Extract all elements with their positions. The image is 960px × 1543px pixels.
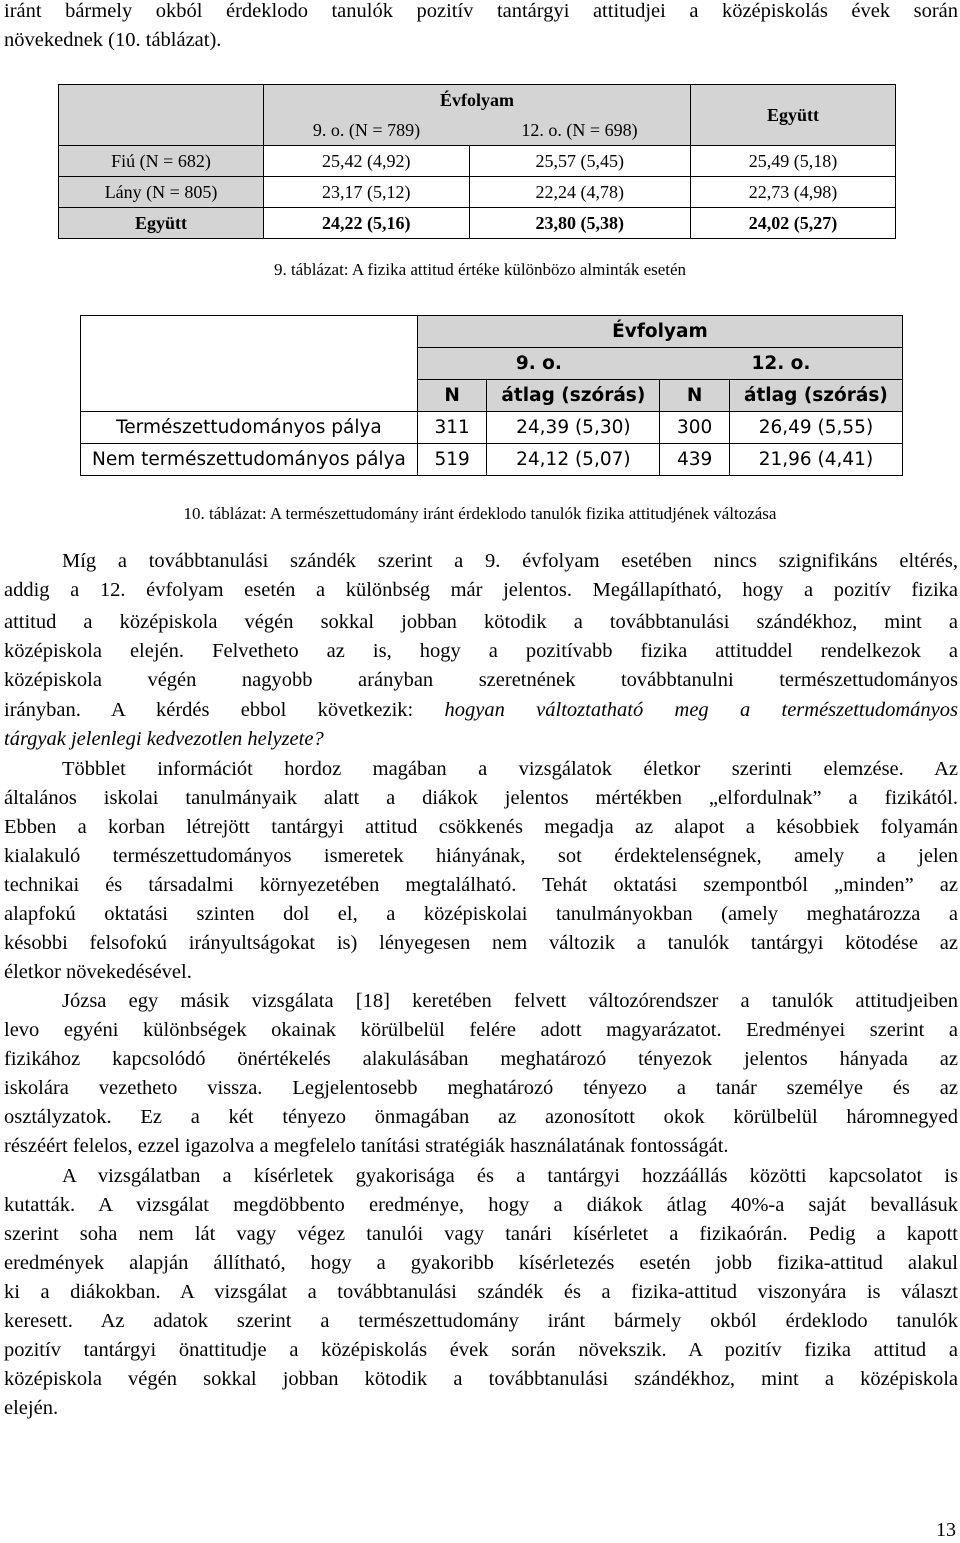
para-4-line-6: keresett. Az adatok szerint a természettudomány iránt bármely okból érdeklodo tanulók: [4, 1310, 958, 1332]
para-3-line-2: levo egyéni különbségek okainak körülbelül felére adott magyarázatot. Eredményei szerint a: [4, 1019, 958, 1041]
para-4-line-4: eredmények alapján állítható, hogy a gyakoribb kísérletezés esetén jobb fizika-attitud alakul: [4, 1252, 958, 1274]
table-10-grade2: 12. o.: [660, 348, 903, 380]
para-1-line-4: középiskola elején. Felvetheto az is, hogy a pozitívabb fizika attituddel rendelkezok a: [4, 640, 958, 662]
cell: 311: [417, 412, 486, 444]
para-1-line-6: [4, 696, 958, 725]
para-1-line-6-a: irányban. A kérdés ebbol következik:: [4, 699, 414, 721]
cell: 25,49 (5,18): [691, 146, 896, 177]
para-2-line-8: életkor növekedésével.: [4, 961, 192, 983]
row-label: Természettudományos pálya: [81, 412, 418, 444]
para-1-line-6-b: hogyan változtatható meg a természettudományos: [444, 699, 958, 721]
cell: 22,24 (4,78): [469, 177, 691, 208]
table-10-grade1: 9. o.: [417, 348, 660, 380]
table-9-corner-cell: [59, 85, 264, 146]
cell: 25,42 (4,92): [264, 146, 470, 177]
table-10: [80, 315, 903, 476]
para-4-line-1: A vizsgálatban a kísérletek gyakorisága és a tantárgyi hozzáállás közötti kapcsolatot is: [62, 1165, 958, 1187]
para-3-line-5: osztályzatok. Ez a két tényezo önmagában az azonosított okok körülbelül háromnegyed: [4, 1106, 958, 1128]
para-1-line-7: tárgyak jelenlegi kedvezotlen helyzete?: [4, 728, 324, 750]
row-label: Fiú (N = 682): [59, 146, 264, 177]
table-row: [81, 444, 903, 476]
para-2-line-2: általános iskolai tanulmányaik alatt a diákok jelentos mértékben „elfordulnak” a fizikától.: [4, 787, 958, 809]
intro-line-1: iránt bármely okból érdeklodo tanulók pozitív tantárgyi attitudjei a középiskolás évek során: [4, 0, 958, 22]
para-1-line-3: attitud a középiskola végén sokkal jobban kötodik a továbbtanulási szándékhoz, mint a: [4, 611, 958, 633]
para-4-line-5: ki a diákokban. A vizsgálat a továbbtanulási szándék és a fizika-attitud viszonyára is választ: [4, 1281, 958, 1303]
para-1-line-5: középiskola végén nagyobb arányban szeretnének továbbtanulni természettudományos: [4, 669, 958, 691]
table-10-n-header: N: [417, 380, 486, 412]
table-9-group-header: Évfolyam: [264, 85, 691, 116]
table-row: [81, 412, 903, 444]
para-1-line-2: addig a 12. évfolyam esetén a különbség már jelentos. Megállapítható, hogy a pozitív fizika: [4, 579, 958, 601]
para-2-line-6: alapfokú oktatási szinten dol el, a középiskolai tanulmányokban (amely meghatározza a: [4, 903, 958, 925]
intro-line-2: növekednek (10. táblázat).: [4, 29, 222, 51]
table-9: [58, 84, 896, 239]
para-2-line-5: technikai és társadalmi környezetében megtalálható. Tehát oktatási szempontból „minden” az: [4, 874, 958, 896]
table-10-corner-cell: [81, 316, 418, 412]
para-4-line-7: pozitív tantárgyi önattitudje a középiskolás évek során növekszik. A pozitív fizika attitud a: [4, 1339, 958, 1361]
cell: 24,39 (5,30): [487, 412, 660, 444]
cell: 26,49 (5,55): [729, 412, 902, 444]
cell: 300: [660, 412, 729, 444]
para-2-line-3: Ebben a korban létrejött tantárgyi attitud csökkenés megadja az alapot a késobbiek folyamán: [4, 816, 958, 838]
table-10-group-header: Évfolyam: [417, 316, 902, 348]
para-3-line-4: iskolára vezetheto vissza. Legjelentosebb meghatározó tényezo a tanár személye és az: [4, 1077, 958, 1099]
para-3-line-1: Józsa egy másik vizsgálata [18] keretében felvett változórendszer a tanulók attitudjeiben: [62, 990, 958, 1012]
para-4-line-8: középiskola végén sokkal jobban kötodik a továbbtanulási szándékhoz, mint a középiskola: [4, 1368, 958, 1390]
para-4-line-2: kutatták. A vizsgálat megdöbbento eredménye, hogy a diákok átlag 40%-a saját bevallásuk: [4, 1194, 958, 1216]
table-9-total-header: Együtt: [691, 85, 896, 146]
cell: 23,80 (5,38): [469, 208, 691, 239]
para-2-line-7: késobbi felsofokú irányultságokat is) lényegesen nem változik a tanulók tantárgyi kötodése az: [4, 932, 958, 954]
cell: 24,12 (5,07): [487, 444, 660, 476]
table-9-col1-header: 9. o. (N = 789): [264, 115, 470, 146]
table-10-mean-header: átlag (szórás): [487, 380, 660, 412]
table-row: [59, 208, 896, 239]
cell: 25,57 (5,45): [469, 146, 691, 177]
para-3-line-3: fizikához kapcsolódó önértékelés alakulásában meghatározó tényezok jelentos hányada az: [4, 1048, 958, 1070]
table-row: [59, 146, 896, 177]
table-9-caption: 9. táblázat: A fizika attitud értéke különbözo alminták esetén: [273, 260, 687, 279]
cell: 23,17 (5,12): [264, 177, 470, 208]
table-row: [59, 177, 896, 208]
row-label: Együtt: [59, 208, 264, 239]
para-2-line-1: Többlet információt hordoz magában a vizsgálatok életkor szerinti elemzése. Az: [62, 758, 958, 780]
table-9-col2-header: 12. o. (N = 698): [469, 115, 691, 146]
para-3-line-6: részéért felelos, ezzel igazolva a megfelelo tanítási stratégiák használatának fontosságát.: [4, 1135, 729, 1157]
table-10-n-header: N: [660, 380, 729, 412]
table-10-mean-header: átlag (szórás): [729, 380, 902, 412]
cell: 24,22 (5,16): [264, 208, 470, 239]
para-2-line-4: kialakuló természettudományos ismeretek hiányának, sot érdektelenségnek, amely a jelen: [4, 845, 958, 867]
para-4-line-9: elején.: [4, 1397, 59, 1419]
cell: 21,96 (4,41): [729, 444, 902, 476]
cell: 439: [660, 444, 729, 476]
para-4-line-3: szerint soha nem lát vagy végez tanulói vagy tanári kísérletet a fizikaórán. Pedig a kapott: [4, 1223, 958, 1245]
cell: 519: [417, 444, 486, 476]
row-label: Nem természettudományos pálya: [81, 444, 418, 476]
row-label: Lány (N = 805): [59, 177, 264, 208]
para-1-line-1: Míg a továbbtanulási szándék szerint a 9. évfolyam esetében nincs szignifikáns eltérés,: [62, 550, 958, 572]
table-10-caption: 10. táblázat: A természettudomány iránt érdeklodo tanulók fizika attitudjének változása: [183, 504, 777, 523]
cell: 24,02 (5,27): [691, 208, 896, 239]
page-number: 13: [936, 1519, 956, 1541]
cell: 22,73 (4,98): [691, 177, 896, 208]
